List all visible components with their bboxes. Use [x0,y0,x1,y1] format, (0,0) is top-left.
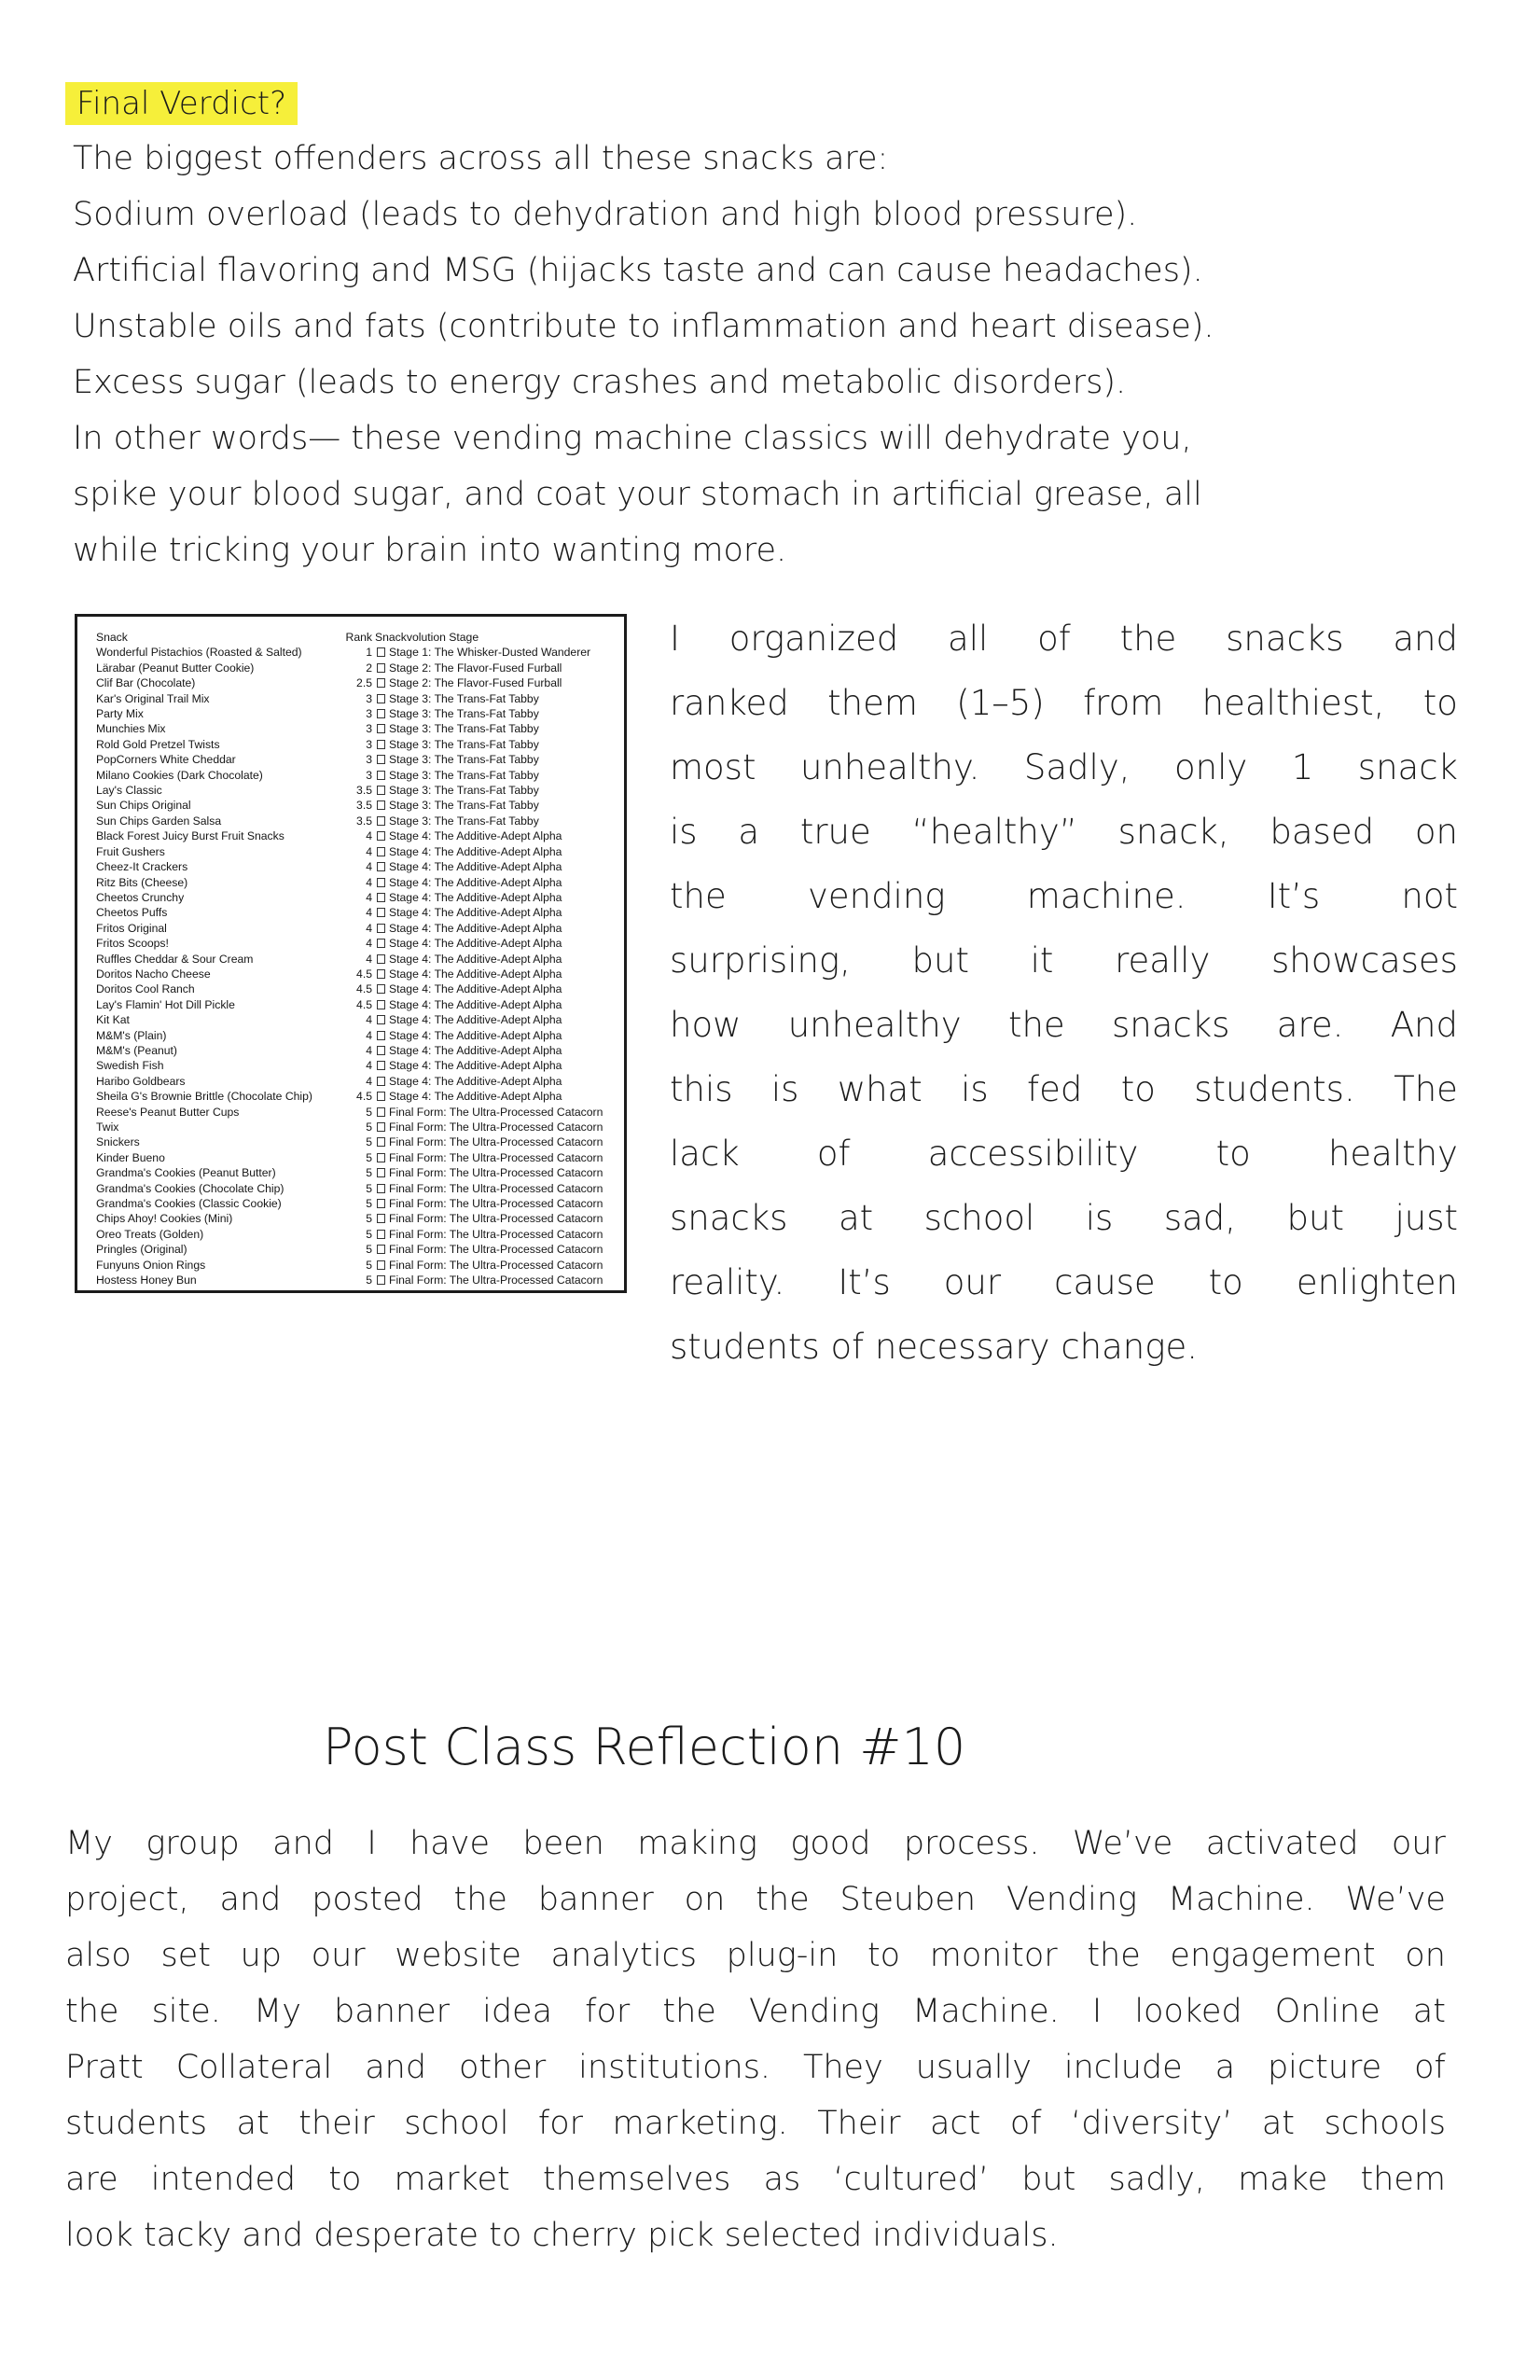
checkbox-glyph-icon [377,984,385,994]
snack-name-cell: Clif Bar (Chocolate) [96,676,196,690]
paragraph-line: My group and I have been making good process. We’ve activated our [65,1825,1446,1862]
stage-cell [375,875,603,890]
stage-label: Stage 4: The Additive-Adept Alpha [389,997,562,1011]
table-row [96,1134,603,1149]
checkbox-glyph-icon [377,1122,385,1132]
stage-cell [375,1134,603,1149]
snack-name-cell: Fruit Gushers [96,844,165,858]
snack-name-cell: Fritos Scoops! [96,937,169,951]
table-row [96,1120,603,1134]
snack-name-cell: Cheez-It Crackers [96,860,188,874]
paragraph-line: students at their school for marketing. Their act of ‘diversity’ at schools [65,2105,1446,2142]
rank-cell: 5 [366,1120,372,1134]
stage-label: Stage 3: The Trans-Fat Tabby [389,799,539,813]
checkbox-glyph-icon [377,1275,385,1285]
stage-label: Stage 3: The Trans-Fat Tabby [389,814,539,828]
stage-label: Stage 4: The Additive-Adept Alpha [389,937,562,951]
checkbox-glyph-icon [377,663,385,673]
checkbox-glyph-icon [377,1107,385,1117]
rank-cell: 4.5 [356,1090,372,1104]
snack-name-cell: Cheetos Puffs [96,906,168,920]
rank-cell: 4 [366,890,372,904]
checkbox-glyph-icon [377,755,385,764]
stage-label: Stage 4: The Additive-Adept Alpha [389,844,562,858]
snack-name-cell: Kinder Bueno [96,1150,165,1164]
snack-name-cell: Hostess Honey Bun [96,1274,197,1287]
paragraph-line: look tacky and desperate to cherry pick selected individuals. [65,2217,1059,2254]
snack-name-cell: Reese's Peanut Butter Cups [96,1105,240,1119]
paragraph-line: reality. It’s our cause to enlighten [670,1262,1458,1302]
table-row [96,997,603,1012]
stage-label: Stage 4: The Additive-Adept Alpha [389,1028,562,1042]
stage-cell [375,1105,603,1120]
stage-cell [375,859,603,874]
snack-name-cell: M&M's (Peanut) [96,1043,177,1057]
checkbox-glyph-icon [377,1015,385,1024]
table-row [96,905,603,920]
stage-label: Stage 2: The Flavor-Fused Furball [389,676,562,690]
stage-cell [375,752,603,767]
checkbox-glyph-icon [377,893,385,902]
stage-cell [375,905,603,920]
snack-name-cell: Ruffles Cheddar & Sour Cream [96,952,254,966]
rank-cell: 5 [366,1258,372,1272]
stage-label: Stage 4: The Additive-Adept Alpha [389,921,562,935]
checkbox-glyph-icon [377,969,385,979]
verdict-line: Unstable oils and fats (contribute to inflammation and heart disease). [73,308,1214,345]
table-row [96,890,603,905]
stage-cell [375,1012,603,1027]
rank-cell: 4 [366,1013,372,1027]
snack-name-cell: Chips Ahoy! Cookies (Mini) [96,1212,233,1226]
rank-cell: 5 [366,1105,372,1119]
verdict-line: Sodium overload (leads to dehydration and high blood pressure). [73,196,1138,233]
checkbox-glyph-icon [377,647,385,657]
stage-cell [375,936,603,951]
table-row [96,844,603,859]
rank-cell: 4 [366,844,372,858]
rank-cell: 5 [366,1197,372,1211]
stage-label: Final Form: The Ultra-Processed Catacorn [389,1135,604,1149]
stage-label: Stage 3: The Trans-Fat Tabby [389,753,539,767]
rank-cell: 5 [366,1243,372,1257]
verdict-line: Artificial flavoring and MSG (hijacks taste and can cause headaches). [73,252,1203,289]
stage-label: Stage 4: The Additive-Adept Alpha [389,1043,562,1057]
stage-label: Stage 3: The Trans-Fat Tabby [389,691,539,705]
rank-cell: 5 [366,1181,372,1195]
snack-name-cell: Kar's Original Trail Mix [96,691,210,705]
snack-name-cell: Lay's Flamin' Hot Dill Pickle [96,997,235,1011]
checkbox-glyph-icon [377,786,385,795]
table-row [96,1165,603,1180]
table-row [96,1211,603,1226]
paragraph-line: ranked them (1–5) from healthiest, to [670,683,1458,723]
rank-cell: 4 [366,906,372,920]
snack-name-cell: Party Mix [96,707,144,721]
rank-cell: 5 [366,1150,372,1164]
rank-cell: 5 [366,1212,372,1226]
paragraph-line: are intended to market themselves as ‘cultured’ but sadly, make them [65,2161,1446,2198]
checkbox-glyph-icon [377,1230,385,1239]
stage-cell [375,1089,603,1104]
rank-cell: 3 [366,722,372,736]
checkbox-glyph-icon [377,878,385,887]
verdict-line: In other words— these vending machine classics will dehydrate you, [73,420,1192,457]
table-header-row [96,630,603,645]
stage-label: Stage 3: The Trans-Fat Tabby [389,784,539,798]
paragraph-line: Pratt Collateral and other institutions. They usually include a picture of [65,2049,1446,2086]
rank-cell: 4 [366,1074,372,1088]
table-row [96,1227,603,1242]
snack-name-cell: Swedish Fish [96,1059,164,1073]
checkbox-glyph-icon [377,939,385,948]
stage-cell [375,1058,603,1073]
checkbox-glyph-icon [377,678,385,688]
checkbox-glyph-icon [377,800,385,810]
rank-cell: 3 [366,691,372,705]
table-row [96,691,603,706]
stage-label: Final Form: The Ultra-Processed Catacorn [389,1227,604,1241]
table-row [96,1181,603,1196]
table-row [96,675,603,690]
table-row [96,783,603,798]
table-row [96,1012,603,1027]
table-row [96,967,603,981]
rank-cell: 3 [366,753,372,767]
rank-cell: 5 [366,1135,372,1149]
snack-name-cell: Grandma's Cookies (Chocolate Chip) [96,1181,284,1195]
checkbox-glyph-icon [377,1077,385,1086]
rank-cell: 4 [366,1059,372,1073]
stage-cell [375,1211,603,1226]
stage-cell [375,645,603,660]
checkbox-glyph-icon [377,816,385,826]
snack-name-cell: Sun Chips Garden Salsa [96,814,222,828]
checkbox-glyph-icon [377,1245,385,1254]
stage-label: Final Form: The Ultra-Processed Catacorn [389,1258,604,1272]
stage-cell [375,997,603,1012]
stage-label: Stage 4: The Additive-Adept Alpha [389,1059,562,1073]
stage-label: Final Form: The Ultra-Processed Catacorn [389,1120,604,1134]
stage-cell [375,1258,603,1273]
snack-ranking-table [75,614,627,1293]
stage-cell [375,890,603,905]
verdict-line: spike your blood sugar, and coat your stomach in artificial grease, all [73,476,1202,513]
table-row [96,875,603,890]
rank-cell: 4 [366,937,372,951]
rank-cell: 4.5 [356,982,372,996]
snack-name-cell: Lay's Classic [96,784,162,798]
checkbox-glyph-icon [377,1214,385,1223]
table-row [96,1043,603,1058]
table-row [96,952,603,967]
snack-name-cell: Funyuns Onion Rings [96,1258,206,1272]
checkbox-glyph-icon [377,1031,385,1040]
verdict-line: while tricking your brain into wanting more. [73,532,787,569]
snack-name-cell: Oreo Treats (Golden) [96,1227,204,1241]
table-row [96,1058,603,1073]
stage-cell [375,798,603,813]
snack-name-cell: Doritos Cool Ranch [96,982,195,996]
checkbox-glyph-icon [377,862,385,871]
snack-name-cell: Ritz Bits (Cheese) [96,875,188,889]
stage-label: Stage 4: The Additive-Adept Alpha [389,829,562,843]
paragraph-line: most unhealthy. Sadly, only 1 snack [670,747,1458,787]
stage-label: Stage 4: The Additive-Adept Alpha [389,1013,562,1027]
rank-cell: 3 [366,737,372,751]
stage-cell [375,675,603,690]
rank-cell: 3.5 [356,799,372,813]
table-row [96,1196,603,1211]
stage-label: Final Form: The Ultra-Processed Catacorn [389,1243,604,1257]
paragraph-line: surprising, but it really showcases [670,940,1458,981]
checkbox-glyph-icon [377,740,385,749]
stage-label: Stage 1: The Whisker-Dusted Wanderer [389,646,591,660]
stage-cell [375,921,603,936]
rank-column-header: Rank [345,631,372,644]
stage-label: Stage 4: The Additive-Adept Alpha [389,952,562,966]
stage-label: Final Form: The Ultra-Processed Catacorn [389,1274,604,1287]
rank-cell: 3 [366,707,372,721]
stage-label: Stage 4: The Additive-Adept Alpha [389,906,562,920]
stage-cell [375,1227,603,1242]
stage-cell [375,661,603,675]
rank-cell: 3 [366,768,372,782]
stage-cell [375,721,603,736]
stage-cell [375,706,603,721]
table-row [96,768,603,783]
stage-label: Stage 4: The Additive-Adept Alpha [389,890,562,904]
table-row [96,706,603,721]
table-row [96,661,603,675]
checkbox-glyph-icon [377,831,385,841]
paragraph-line: I organized all of the snacks and [670,619,1458,659]
rank-cell: 2 [366,661,372,675]
rank-cell: 1 [366,646,372,660]
paragraph-line: this is what is fed to students. The [670,1069,1458,1109]
rank-cell: 3.5 [356,784,372,798]
rank-cell: 4 [366,952,372,966]
paragraph-line: snacks at school is sad, but just [670,1198,1458,1238]
stage-cell [375,952,603,967]
snack-name-cell: Munchies Mix [96,722,166,736]
table-row [96,1242,603,1257]
verdict-line: Excess sugar (leads to energy crashes and metabolic disorders). [73,364,1127,401]
rank-cell: 4 [366,921,372,935]
stage-label: Final Form: The Ultra-Processed Catacorn [389,1105,604,1119]
stage-label: Stage 4: The Additive-Adept Alpha [389,875,562,889]
snack-name-cell: Fritos Original [96,921,167,935]
paragraph-line: is a true “healthy” snack, based on [670,812,1458,852]
stage-label: Final Form: The Ultra-Processed Catacorn [389,1166,604,1180]
stage-cell [375,844,603,859]
table-row [96,981,603,996]
checkbox-glyph-icon [377,724,385,733]
table-row [96,1105,603,1120]
rank-cell: 4 [366,1043,372,1057]
stage-cell [375,783,603,798]
checkbox-glyph-icon [377,847,385,856]
stage-cell [375,1150,603,1165]
paragraph-line: the vending machine. It’s not [670,876,1458,916]
stage-cell [375,1043,603,1058]
snack-name-cell: Haribo Goldbears [96,1074,186,1088]
stage-label: Stage 3: The Trans-Fat Tabby [389,768,539,782]
snack-name-cell: Grandma's Cookies (Classic Cookie) [96,1197,282,1211]
checkbox-glyph-icon [377,694,385,703]
snack-column-header: Snack [96,631,128,644]
verdict-line: The biggest offenders across all these snacks are: [73,140,889,177]
stage-label: Stage 3: The Trans-Fat Tabby [389,707,539,721]
paragraph-line: students of necessary change. [670,1327,1198,1367]
stage-cell [375,1242,603,1257]
snack-name-cell: Sun Chips Original [96,799,191,813]
snack-name-cell: Black Forest Juicy Burst Fruit Snacks [96,829,284,843]
stage-cell [375,1196,603,1211]
table-row [96,1150,603,1165]
checkbox-glyph-icon [377,908,385,917]
checkbox-glyph-icon [377,1168,385,1177]
rank-cell: 5 [366,1274,372,1287]
stage-label: Stage 4: The Additive-Adept Alpha [389,1074,562,1088]
snack-name-cell: Kit Kat [96,1013,130,1027]
table-row [96,921,603,936]
checkbox-glyph-icon [377,1153,385,1162]
stage-label: Stage 3: The Trans-Fat Tabby [389,722,539,736]
checkbox-glyph-icon [377,1184,385,1193]
snack-name-cell: Cheetos Crunchy [96,890,185,904]
stage-column-header: Snackvolution Stage [375,631,479,644]
stage-cell [375,1120,603,1134]
stage-label: Stage 3: The Trans-Fat Tabby [389,737,539,751]
table-row [96,798,603,813]
snack-name-cell: Twix [96,1120,119,1134]
rank-cell: 4 [366,860,372,874]
checkbox-glyph-icon [377,1000,385,1009]
checkbox-glyph-icon [377,1137,385,1147]
checkbox-glyph-icon [377,1046,385,1055]
checkbox-glyph-icon [377,924,385,933]
stage-cell [375,814,603,828]
table-row [96,814,603,828]
stage-label: Stage 4: The Additive-Adept Alpha [389,967,562,981]
snack-name-cell: Doritos Nacho Cheese [96,967,211,981]
stage-label: Final Form: The Ultra-Processed Catacorn [389,1181,604,1195]
table-row [96,721,603,736]
rank-cell: 5 [366,1227,372,1241]
table-row [96,1089,603,1104]
paragraph-line: also set up our website analytics plug-in to monitor the engagement on [65,1937,1446,1974]
table-row [96,1028,603,1043]
reflection-title: Post Class Reflection #10 [323,1718,966,1776]
snack-name-cell: Milano Cookies (Dark Chocolate) [96,768,263,782]
snack-name-cell: Lärabar (Peanut Butter Cookie) [96,661,255,675]
rank-cell: 2.5 [356,676,372,690]
stage-label: Stage 2: The Flavor-Fused Furball [389,661,562,675]
rank-cell: 4 [366,875,372,889]
checkbox-glyph-icon [377,954,385,964]
stage-cell [375,828,603,843]
stage-cell [375,691,603,706]
checkbox-glyph-icon [377,771,385,780]
snack-name-cell: PopCorners White Cheddar [96,753,236,767]
table-row [96,645,603,660]
stage-cell [375,967,603,981]
stage-label: Stage 4: The Additive-Adept Alpha [389,860,562,874]
stage-label: Final Form: The Ultra-Processed Catacorn [389,1197,604,1211]
snack-table-grid [96,630,603,1287]
stage-cell [375,1028,603,1043]
snack-name-cell: Pringles (Original) [96,1243,187,1257]
stage-label: Stage 4: The Additive-Adept Alpha [389,982,562,996]
table-row [96,828,603,843]
stage-cell [375,1074,603,1089]
stage-cell [375,768,603,783]
stage-cell [375,737,603,752]
stage-label: Final Form: The Ultra-Processed Catacorn [389,1212,604,1226]
rank-cell: 4 [366,829,372,843]
table-row [96,737,603,752]
checkbox-glyph-icon [377,709,385,718]
stage-cell [375,1273,603,1287]
stage-cell [375,1165,603,1180]
snack-name-cell: Wonderful Pistachios (Roasted & Salted) [96,646,302,660]
rank-cell: 4.5 [356,967,372,981]
paragraph-line: how unhealthy the snacks are. And [670,1005,1458,1045]
final-verdict-heading: Final Verdict? [65,82,298,125]
stage-cell [375,1181,603,1196]
snack-name-cell: Rold Gold Pretzel Twists [96,737,220,751]
stage-label: Stage 4: The Additive-Adept Alpha [389,1090,562,1104]
paragraph-line: project, and posted the banner on the Steuben Vending Machine. We’ve [65,1881,1446,1918]
checkbox-glyph-icon [377,1092,385,1101]
rank-cell: 3.5 [356,814,372,828]
table-row [96,1074,603,1089]
stage-label: Final Form: The Ultra-Processed Catacorn [389,1150,604,1164]
rank-cell: 4.5 [356,997,372,1011]
checkbox-glyph-icon [377,1260,385,1270]
table-row [96,936,603,951]
snack-name-cell: Snickers [96,1135,140,1149]
snack-name-cell: Sheila G's Brownie Brittle (Chocolate Chip) [96,1090,312,1104]
snack-name-cell: M&M's (Plain) [96,1028,167,1042]
paragraph-line: lack of accessibility to healthy [670,1134,1458,1174]
table-row [96,752,603,767]
checkbox-glyph-icon [377,1061,385,1070]
rank-cell: 4 [366,1028,372,1042]
table-row [96,859,603,874]
table-row [96,1258,603,1273]
stage-cell [375,981,603,996]
snack-name-cell: Grandma's Cookies (Peanut Butter) [96,1166,276,1180]
checkbox-glyph-icon [377,1199,385,1208]
paragraph-line: the site. My banner idea for the Vending Machine. I looked Online at [65,1993,1446,2030]
table-row [96,1273,603,1287]
rank-cell: 5 [366,1166,372,1180]
